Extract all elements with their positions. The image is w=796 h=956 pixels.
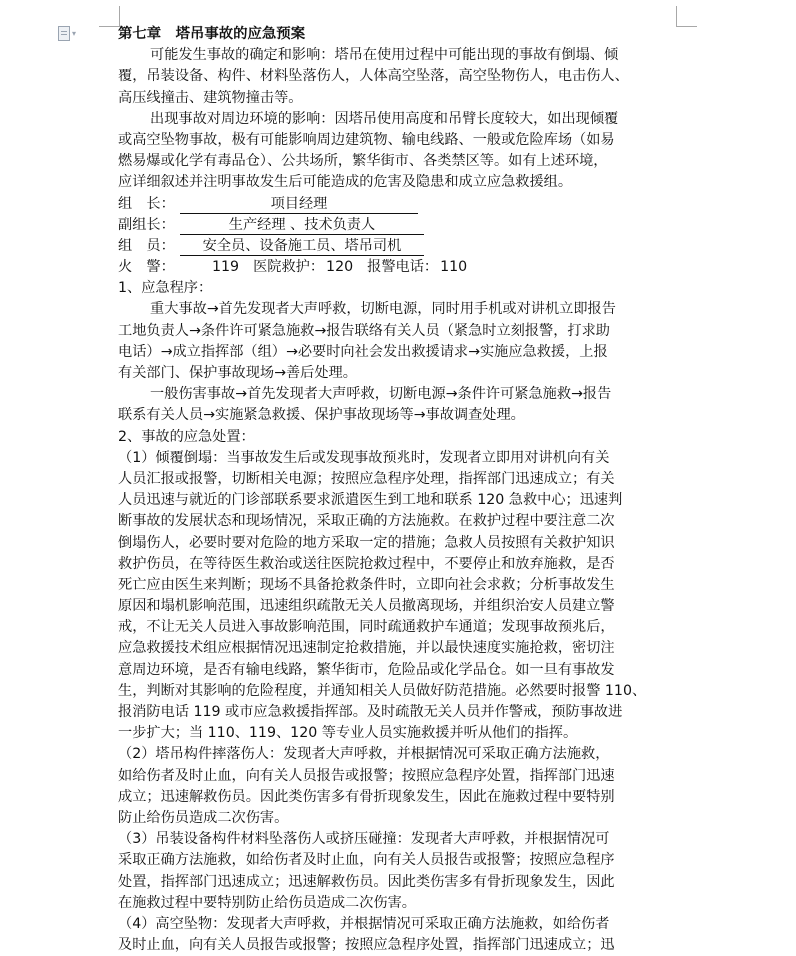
team-leader-row: [118, 194, 678, 215]
hospital-label: 医院救护：: [253, 259, 325, 276]
paragraph-line: 戒，不让无关人员进入事故影响范围，同时疏通救护车通道；发现事故预兆后，: [118, 619, 615, 636]
paragraph-line: 覆，吊装设备、构件、材料坠落伤人，人体高空坠落，高空坠物伤人，电击伤人、: [118, 68, 629, 85]
police-label: 报警电话：: [367, 259, 439, 276]
paragraph-line: （4）高空坠物：发现者大声呼救，并根据情况可采取正确方法施救，如给伤者: [118, 915, 610, 932]
emergency-phone-row: [118, 257, 678, 278]
document-icon[interactable]: ▾: [58, 26, 76, 41]
paragraph-line: 报消防电话 119 或市应急救援指挥部。及时疏散无关人员并作警戒，预防事故进: [118, 704, 623, 720]
fire-value: 119: [212, 259, 240, 276]
paragraph-line: （2）塔吊构件摔落伤人：发现者大声呼救，并根据情况可采取正确方法施救，: [118, 746, 610, 763]
paragraph-line: 成立；迅速解救伤员。因此类伤害多有骨折现象发生，因此在施救过程中要特别: [118, 788, 615, 805]
paragraph-line: 联系有关人员→实施紧急救援、保护事故现场等→事故调查处理。: [118, 407, 525, 424]
member-label: 组 员：: [118, 237, 175, 254]
paragraph-line: 处置，指挥部门迅速成立；迅速解救伤员。因此类伤害多有骨折现象发生，因此: [118, 873, 615, 890]
paragraph-line: 高压线撞击、建筑物撞击等。: [118, 89, 303, 106]
paragraph-line: 人员汇报或报警，切断相关电源；按照应急程序处理，指挥部门迅速成立；有关: [118, 470, 615, 487]
paragraph-line: 防止给伤员造成二次伤害。: [118, 809, 289, 826]
paragraph-line: 有关部门、保护事故现场→善后处理。: [118, 365, 357, 381]
paragraph-line: 或高空坠物事故，极有可能影响周边建筑物、输电线路、一般或危险库场（如易: [118, 131, 615, 148]
crop-mark-top-right: [676, 6, 697, 27]
leader-value: 项目经理: [180, 195, 418, 214]
paragraph-line: 原因和塌机影响范围，迅速组织疏散无关人员撤离现场，并组织治安人员建立警: [118, 598, 615, 615]
paragraph-line: 生，判断对其影响的危险程度，并通知相关人员做好防范措施。必然要时报警 110、: [118, 682, 647, 699]
paragraph-line: 断事故的发展状态和现场情况，采取正确的方法施救。在救护过程中要注意二次: [118, 513, 615, 530]
paragraph-line: 燃易爆或化学有毒品仓）、公共场所，繁华街市、各类禁区等。如有上述环境，: [118, 153, 608, 170]
paragraph-line: 如给伤者及时止血，向有关人员报告或报警；按照应急程序处置，指挥部门迅速: [118, 767, 615, 784]
document-body: [118, 24, 678, 956]
chapter-title: 第七章 塔吊事故的应急预案: [118, 26, 306, 42]
member-value: 安全员、设备施工员、塔吊司机: [180, 237, 424, 256]
hospital-value: 120: [326, 259, 354, 276]
paragraph-line: 救护伤员，在等待医生救治或送往医院抢救过程中，不要停止和放弃施救，是否: [118, 555, 615, 572]
fire-label: 火 警：: [118, 259, 175, 276]
paragraph-line: 人员迅速与就近的门诊部联系要求派遣医生到工地和联系 120 急救中心；迅速判: [118, 492, 623, 509]
deputy-label: 副组长：: [118, 216, 175, 233]
paragraph-line: 在施救过程中要特别防止给伤员造成二次伤害。: [118, 894, 416, 911]
deputy-value: 生产经理 、技术负责人: [180, 216, 424, 235]
team-member-row: [118, 236, 678, 257]
paragraph-line: 采取正确方法施救，如给伤者及时止血，向有关人员报告或报警；按照应急程序: [118, 852, 615, 869]
paragraph-line: 一步扩大；当 110、119、120 等专业人员实施救援并听从他们的指挥。: [118, 725, 578, 742]
section-heading: 2、事故的应急处置：: [118, 428, 255, 445]
paragraph-line: 可能发生事故的确定和影响：塔吊在使用过程中可能出现的事故有倒塌、倾: [150, 47, 619, 64]
crop-mark-top-left: [99, 6, 120, 27]
paragraph-line: 出现事故对周边环境的影响：因塔吊使用高度和吊臂长度较大，如出现倾覆: [150, 110, 619, 127]
paragraph-line: 一般伤害事故→首先发现者大声呼救，切断电源→条件许可紧急施救→报告: [150, 386, 612, 403]
paragraph-line: 工地负责人→条件许可紧急施救→报告联络有关人员（紧急时立刻报警，打求助: [118, 322, 610, 339]
paragraph-line: 重大事故→首先发现者大声呼救，切断电源，同时用手机或对讲机立即报告: [150, 301, 616, 318]
section-heading: 1、应急程序：: [118, 280, 213, 297]
police-value: 110: [440, 259, 468, 276]
leader-label: 组 长：: [118, 195, 175, 212]
paragraph-line: 电话）→成立指挥部（组）→必要时向社会发出救援请求→实施应急救援，上报: [118, 343, 608, 360]
paragraph-line: 意周边环境，是否有输电线路，繁华街市，危险品或化学品仓。如一旦有事故发: [118, 661, 615, 678]
paragraph-line: （1）倾覆倒塌：当事故发生后或发现事故预兆时，发现者立即用对讲机向有关: [118, 449, 610, 466]
paragraph-line: 死亡应由医生来判断；现场不具备抢救条件时，立即向社会求救；分析事故发生: [118, 576, 615, 593]
paragraph-line: 应详细叙述并注明事故发生后可能造成的危害及隐患和成立应急救援组。: [118, 174, 573, 191]
paragraph-line: （3）吊装设备构件材料坠落伤人或挤压碰撞：发现者大声呼救，并根据情况可: [118, 831, 610, 848]
paragraph-line: 倒塌伤人，必要时要对危险的地方采取一定的措施；急救人员按照有关救护知识: [118, 534, 615, 551]
paragraph-line: 应急救援技术组应根据情况迅速制定抢救措施，并以最快速度实施抢救，密切注: [118, 640, 615, 657]
paragraph-line: 及时止血，向有关人员报告或报警；按照应急程序处置，指挥部门迅速成立；迅: [118, 937, 615, 954]
team-deputy-row: [118, 215, 678, 236]
